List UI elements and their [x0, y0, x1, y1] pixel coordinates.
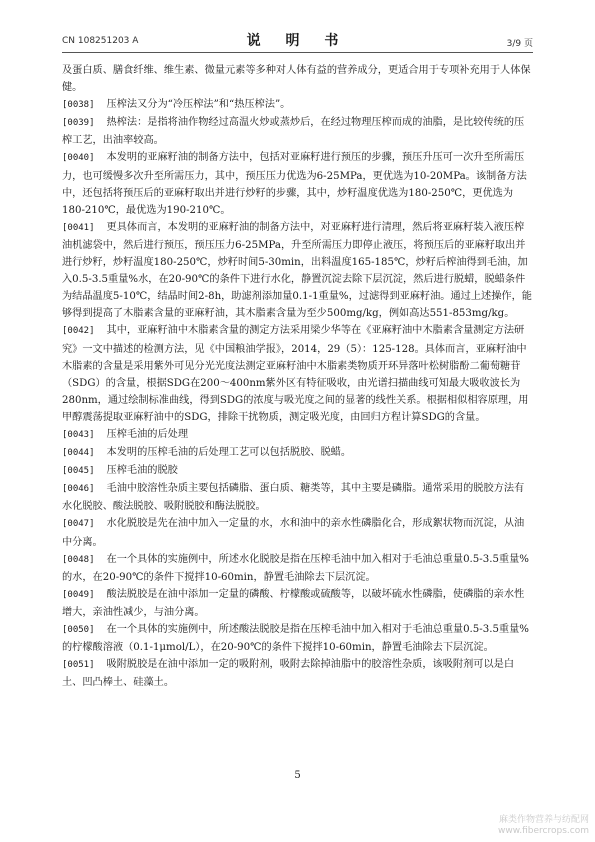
page-number: 5	[294, 770, 301, 781]
watermark-line-1: 麻类作物营养与纺配网	[498, 815, 589, 825]
paragraph-text: 在一个具体的实施例中，所述水化脱胶是指在压榨毛油中加入相对于毛油总重量0.5-3.5重量%的水，在20-90℃的条件下搅拌10-60min，静置毛油除去下层沉淀。	[62, 553, 529, 583]
site-watermark	[498, 815, 589, 837]
paragraph-number: [0041]	[62, 222, 95, 233]
paragraph	[62, 114, 534, 149]
paragraph	[62, 621, 534, 656]
paragraph-number: [0050]	[62, 625, 95, 635]
paragraph-number: [0048]	[62, 554, 95, 565]
paragraph-number: [0049]	[62, 589, 95, 600]
paragraph	[62, 149, 534, 218]
paragraph-number: [0051]	[62, 660, 95, 671]
paragraph	[62, 462, 534, 480]
paragraph-text: 及蛋白质、膳食纤维、维生素、微量元素等多种对人体有益的营养成分，更适合用于专项补充用于人体保健。	[62, 65, 531, 94]
paragraph-text: 热榨法：是指将油作物经过高温火炒或蒸炒后，在经过物理压榨而成的油脂，是比较传统的压榨工艺，出油率较高。	[62, 117, 525, 147]
doc-title: 说 明 书	[246, 33, 349, 49]
doc-number: CN 108251203 A	[62, 36, 139, 46]
paragraph	[62, 656, 534, 691]
document-body	[62, 62, 534, 691]
paragraph-text: 更具体而言，本发明的亚麻籽油的制备方法中，对亚麻籽进行清理，然后将亚麻籽装入液压榨油机滤袋中，然后进行预压，预压压力6-25MPa，升至所需压力即停止液压，将预压后的亚麻籽取出并进行炒籽，炒籽温度180-250℃，炒籽时间5-30min，出料温度165-185℃，炒籽后榨油得到毛油，加入0.5-3.5重量%水，在20-90℃的条件下进行水化，静置沉淀去除下层沉淀，然后进行脱蜡，脱蜡条件为结晶温度5-10℃，结晶时间2-8h，助滤剂添加量0.1-1重量%，过滤得到亚麻籽油。通过上述操作，能够得到提高了木脂素含量的亚麻籽油，其木脂素含量为至少500mg/kg，例如高达551-853mg/kg。	[62, 221, 532, 320]
paragraph-text: 吸附脱胶是在油中添加一定的吸附剂，吸附去除掉油脂中的胶溶性杂质，该吸附剂可以是白土、凹凸棒土、硅藻土。	[62, 659, 515, 689]
page-header	[62, 30, 533, 53]
paragraph-number: [0038]	[62, 100, 95, 111]
paragraph-text: 压榨毛油的后处理	[106, 428, 189, 440]
page-indicator: 3/9 页	[506, 39, 533, 49]
paragraph-number: [0040]	[62, 153, 95, 164]
paragraph-number: [0046]	[62, 484, 95, 495]
paragraph	[62, 426, 534, 444]
paragraph	[62, 515, 534, 550]
paragraph	[62, 551, 534, 586]
paragraph-number: [0045]	[62, 466, 95, 477]
paragraph	[62, 586, 534, 621]
paragraph	[62, 322, 534, 426]
paragraph-number: [0043]	[62, 429, 95, 440]
paragraph-text: 本发明的亚麻籽油的制备方法中，包括对亚麻籽进行预压的步骤，预压升压可一次升至所需压力，也可缓慢多次升至所需压力，其中，预压压力优选为6-25MPa，更优选为10-20MPa。该制备方法中，还包括将预压后的亚麻籽取出并进行炒籽的步骤，其中，炒籽温度优选为180-250℃，更优选为180-210℃，最优选为190-210℃。	[62, 152, 527, 216]
paragraph-number: [0044]	[62, 448, 95, 459]
paragraph	[62, 444, 534, 462]
watermark-line-2: www.fibercrops.com	[498, 826, 589, 836]
paragraph	[62, 62, 534, 96]
paragraph-text: 毛油中胶溶性杂质主要包括磷脂、蛋白质、糖类等，其中主要是磷脂。通常采用的脱胶方法有水化脱胶、酸法脱胶、吸附脱胶和酶法脱胶。	[62, 483, 525, 513]
paragraph-text: 在一个具体的实施例中，所述酸法脱胶是指在压榨毛油中加入相对于毛油总重量0.5-3.5重量%的柠檬酸溶液（0.1-1μmol/L），在20-90℃的条件下搅拌10-60min，静置毛油除去下层沉淀。	[62, 624, 529, 654]
paragraph	[62, 480, 534, 515]
paragraph-text: 本发明的压榨毛油的后处理工艺可以包括脱胶、脱蜡。	[106, 447, 352, 459]
paragraph-number: [0047]	[62, 519, 95, 530]
paragraph-text: 压榨毛油的脱胶	[106, 465, 178, 477]
paragraph-text: 其中，亚麻籽油中木脂素含量的测定方法采用梁少华等在《亚麻籽油中木脂素含量测定方法研究》一文中描述的检测方法，见《中国粮油学报》，2014，29（5）：125-128。具体而言，亚麻籽油中木脂素的含量是采用紫外可见分光光度法测定亚麻籽油中木脂素类物质开环异落叶松树脂酚二葡萄糖苷（SDG）的含量，根据SDG在200～400nm紫外区有特征吸收，由光谱扫描曲线可知最大吸收波长为280nm，通过绘制标准曲线，得到SDG的浓度与吸光度之间的显著的线性关系。根据相似相容原理，用甲醇震荡提取亚麻籽油中的SDG，排除干扰物质，测定吸光度，由回归方程计算SDG的含量。	[62, 325, 529, 423]
paragraph	[62, 219, 534, 323]
paragraph-number: [0042]	[62, 326, 95, 337]
paragraph-text: 水化脱胶是先在油中加入一定量的水，水和油中的亲水性磷脂化合，形成絮状物而沉淀，从油中分离。	[62, 518, 525, 548]
paragraph-text: 压榨法又分为“冷压榨法”和“热压榨法”。	[106, 99, 291, 111]
paragraph-number: [0039]	[62, 118, 95, 129]
paragraph	[62, 96, 534, 114]
paragraph-text: 酸法脱胶是在油中添加一定量的磷酸、柠檬酸或硫酸等，以破坏硫水性磷脂，使磷脂的亲水性增大，亲油性减少，与油分离。	[62, 588, 525, 618]
